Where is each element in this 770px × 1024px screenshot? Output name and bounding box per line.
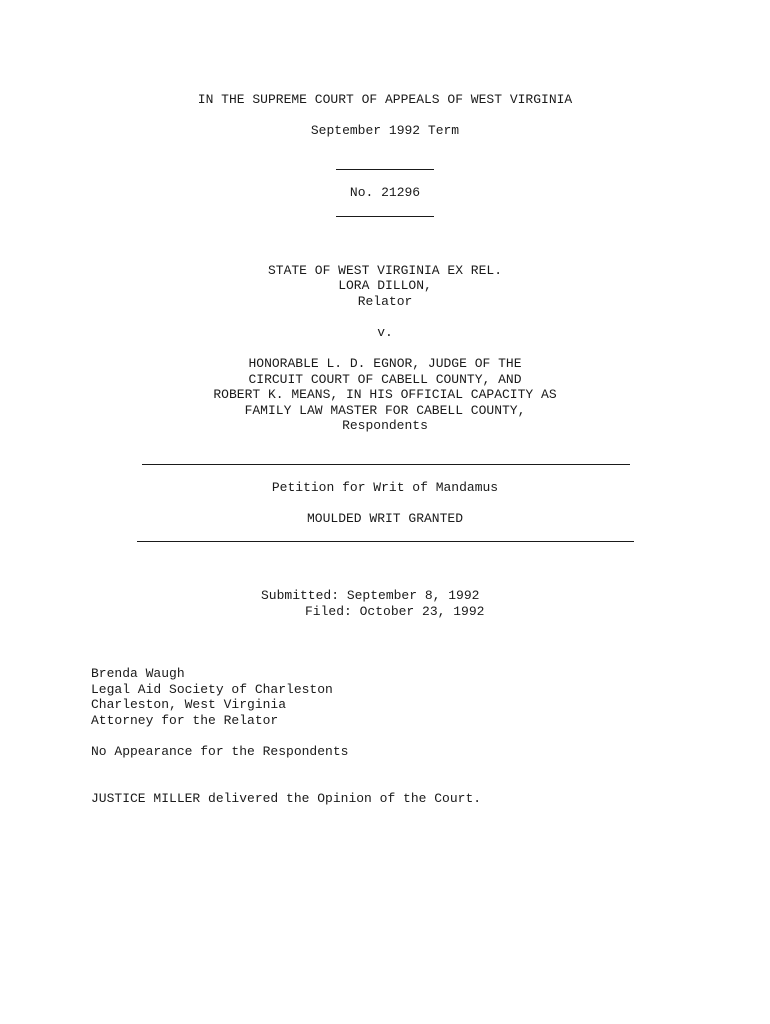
counsel-name: Brenda Waugh (91, 666, 185, 681)
divider-short-bottom (336, 216, 434, 217)
respondents-line-2: CIRCUIT COURT OF CABELL COUNTY, AND (248, 372, 522, 387)
counsel-role: Attorney for the Relator (91, 713, 279, 728)
counsel-location: Charleston, West Virginia (91, 697, 287, 712)
respondents-line-4: FAMILY LAW MASTER FOR CABELL COUNTY, (244, 403, 526, 418)
opinion-author: JUSTICE MILLER delivered the Opinion of the Court. (91, 791, 482, 806)
counsel-organization: Legal Aid Society of Charleston (91, 682, 333, 697)
respondents-role: Respondents (342, 418, 428, 433)
submitted-date: Submitted: September 8, 1992 (261, 588, 480, 603)
case-number: No. 21296 (349, 185, 421, 200)
relator-role: Relator (357, 294, 413, 309)
respondents-line-3: ROBERT K. MEANS, IN HIS OFFICIAL CAPACITY AS (213, 387, 557, 402)
respondents-appearance: No Appearance for the Respondents (91, 744, 349, 759)
relator-line-2: LORA DILLON, (338, 278, 432, 293)
versus: v. (377, 325, 393, 340)
filed-date: Filed: October 23, 1992 (305, 604, 485, 619)
relator-line-1: STATE OF WEST VIRGINIA EX REL. (267, 263, 503, 278)
divider-short-top (336, 169, 434, 170)
term: September 1992 Term (310, 123, 460, 138)
respondents-line-1: HONORABLE L. D. EGNOR, JUDGE OF THE (248, 356, 522, 371)
divider-long-top (142, 464, 630, 465)
petition-type: Petition for Writ of Mandamus (271, 480, 499, 495)
divider-long-bottom (137, 541, 634, 542)
court-name: IN THE SUPREME COURT OF APPEALS OF WEST VIRGINIA (197, 92, 573, 107)
disposition: MOULDED WRIT GRANTED (306, 511, 464, 526)
